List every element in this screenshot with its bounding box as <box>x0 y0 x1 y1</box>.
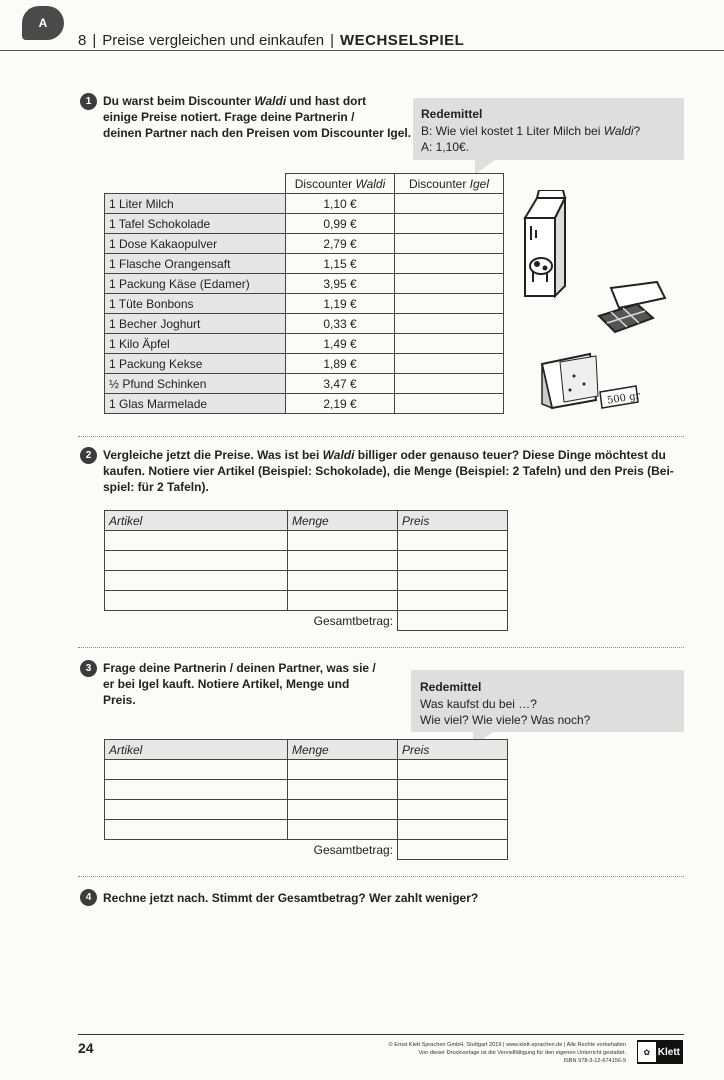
copyright-notice <box>389 1041 626 1065</box>
task-2-line-2: kaufen. Notiere vier Artikel (Beispiel: Schokolade), die Menge (Beispiel: 2 Tafeln) und den Preis (Bei- <box>103 464 674 478</box>
table-row <box>105 274 504 294</box>
col-preis: Preis <box>398 740 508 760</box>
task-3-line-1: Frage deine Partnerin / deinen Partner, was sie / <box>103 661 376 675</box>
header-separator: | <box>92 32 97 49</box>
preis-input[interactable] <box>398 591 508 611</box>
preis-input[interactable] <box>398 780 508 800</box>
shopping-table-2 <box>104 739 508 860</box>
klett-logo <box>637 1040 683 1064</box>
artikel-input[interactable] <box>105 591 288 611</box>
table-row <box>105 374 504 394</box>
artikel-input[interactable] <box>105 551 288 571</box>
waldi-price-cell: 3,47 € <box>286 374 395 394</box>
igel-price-input[interactable] <box>395 214 504 234</box>
task-3-line-2: er bei Igel kauft. Notiere Artikel, Menge und <box>103 677 350 691</box>
task-1-text-italic: Waldi <box>254 94 287 108</box>
col-waldi-a: Discounter <box>294 176 356 191</box>
total-input[interactable] <box>398 840 508 860</box>
chapter-title: Preise vergleichen und einkaufen <box>102 32 325 49</box>
waldi-price-cell: 1,49 € <box>286 334 395 354</box>
waldi-price-cell: 1,15 € <box>286 254 395 274</box>
total-input[interactable] <box>398 611 508 631</box>
igel-price-input[interactable] <box>395 314 504 334</box>
table-row <box>105 194 504 214</box>
task-1-number-label: 1 <box>85 96 92 107</box>
task-2-number-label: 2 <box>85 450 92 461</box>
shopping-table-1-header <box>105 511 508 531</box>
task-2-line-1-b: billiger oder genauso teuer? Diese Dinge möchtest du <box>354 448 666 462</box>
section-title: WECHSELSPIEL <box>339 32 465 49</box>
menge-input[interactable] <box>288 760 398 780</box>
table-row <box>105 531 508 551</box>
table-row <box>105 214 504 234</box>
redemittel-1-title: Redemittel <box>421 107 483 121</box>
task-3-line-3: Preis. <box>103 693 136 707</box>
item-cell: 1 Flasche Orangensaft <box>105 254 286 274</box>
menge-input[interactable] <box>288 551 398 571</box>
task-4-number-label: 4 <box>85 892 92 903</box>
redemittel-1-line-1-a: B: Wie viel kostet 1 Liter Milch bei <box>421 124 604 138</box>
isbn: ISBN 978-3-12-674156-9 <box>563 1058 626 1064</box>
task-4-number <box>80 889 97 906</box>
price-table-corner <box>105 174 286 194</box>
igel-price-input[interactable] <box>395 254 504 274</box>
preis-input[interactable] <box>398 571 508 591</box>
klett-logo-text: Klett <box>657 1046 680 1058</box>
table-row <box>105 780 508 800</box>
igel-price-input[interactable] <box>395 394 504 414</box>
artikel-input[interactable] <box>105 780 288 800</box>
col-preis: Preis <box>398 511 508 531</box>
copyright-line-2: Von dieser Druckvorlage ist die Vervielfältigung für den eigenen Unterricht gestattet. <box>418 1050 626 1056</box>
col-waldi-header <box>286 174 395 194</box>
artikel-input[interactable] <box>105 800 288 820</box>
menge-input[interactable] <box>288 820 398 840</box>
waldi-price-cell: 1,89 € <box>286 354 395 374</box>
redemittel-1-line-1-italic: Waldi <box>603 124 634 138</box>
menge-input[interactable] <box>288 800 398 820</box>
task-1-text-b: und hast dort <box>286 94 367 108</box>
igel-price-input[interactable] <box>395 274 504 294</box>
col-artikel: Artikel <box>105 511 288 531</box>
price-table-header <box>105 174 504 194</box>
page-number: 24 <box>78 1040 94 1056</box>
item-cell: 1 Becher Joghurt <box>105 314 286 334</box>
copyright-line-1: © Ernst Klett Sprachen GmbH, Stuttgart 2019 | www.klett-sprachen.de | Alle Rechte vorbehalten <box>388 1042 626 1048</box>
item-cell: 1 Tüte Bonbons <box>105 294 286 314</box>
task-2-number <box>80 447 97 464</box>
igel-price-input[interactable] <box>395 294 504 314</box>
menge-input[interactable] <box>288 571 398 591</box>
unit-badge-label: A <box>38 16 48 30</box>
task-1-instructions <box>103 93 413 141</box>
task-1-line-3: deinen Partner nach den Preisen vom Discounter Igel. <box>103 126 412 140</box>
table-row <box>105 800 508 820</box>
preis-input[interactable] <box>398 551 508 571</box>
shopping-table-2-header <box>105 740 508 760</box>
waldi-price-cell: 0,33 € <box>286 314 395 334</box>
table-row <box>105 591 508 611</box>
price-table <box>104 173 504 414</box>
table-row <box>105 254 504 274</box>
col-waldi-italic: Waldi <box>355 176 386 191</box>
item-cell: ½ Pfund Schinken <box>105 374 286 394</box>
item-cell: 1 Packung Käse (Edamer) <box>105 274 286 294</box>
table-row <box>105 760 508 780</box>
col-artikel: Artikel <box>105 740 288 760</box>
artikel-input[interactable] <box>105 820 288 840</box>
igel-price-input[interactable] <box>395 234 504 254</box>
task-2-line-1 <box>103 447 683 463</box>
header-separator-2: | <box>330 32 334 49</box>
chapter-number: 8 <box>78 32 87 49</box>
table-row <box>105 334 504 354</box>
artikel-input[interactable] <box>105 531 288 551</box>
redemittel-1-line-1 <box>421 123 676 139</box>
table-row <box>105 234 504 254</box>
task-1-text-a: Du warst beim Discounter <box>103 94 255 108</box>
item-cell: 1 Liter Milch <box>105 194 286 214</box>
col-igel-a: Discounter <box>408 176 470 191</box>
waldi-price-cell: 2,79 € <box>286 234 395 254</box>
unit-badge <box>22 6 64 40</box>
milk-carton-illustration <box>515 190 575 300</box>
cheese-weight-label: 500 gr <box>606 390 642 407</box>
waldi-price-cell: 1,19 € <box>286 294 395 314</box>
redemittel-1-line-1-b: ? <box>633 124 641 138</box>
task-2-line-1-italic: Waldi <box>322 448 355 462</box>
task-3-number-label: 3 <box>85 663 92 674</box>
task-3-instructions <box>103 660 403 708</box>
igel-price-input[interactable] <box>395 334 504 354</box>
waldi-price-cell: 0,99 € <box>286 214 395 234</box>
task-2-line-3: spiel: für 2 Tafeln). <box>103 480 209 494</box>
cheese-illustration <box>540 350 640 414</box>
task-2-instructions <box>103 447 683 495</box>
item-cell: 1 Kilo Äpfel <box>105 334 286 354</box>
redemittel-1-line-2: A: 1,10€. <box>421 140 470 154</box>
total-label: Gesamtbetrag: <box>313 842 393 857</box>
table-row <box>105 354 504 374</box>
col-menge: Menge <box>288 511 398 531</box>
redemittel-2-title: Redemittel <box>420 680 482 694</box>
redemittel-2-line-1: Was kaufst du bei …? <box>420 697 537 711</box>
redemittel-box-1 <box>413 98 684 160</box>
task-1-line-1 <box>103 93 413 109</box>
igel-price-input[interactable] <box>395 374 504 394</box>
menge-input[interactable] <box>288 780 398 800</box>
preis-input[interactable] <box>398 760 508 780</box>
col-menge: Menge <box>288 740 398 760</box>
preis-input[interactable] <box>398 800 508 820</box>
artikel-input[interactable] <box>105 571 288 591</box>
waldi-price-cell: 1,10 € <box>286 194 395 214</box>
footer-rule <box>78 1034 684 1035</box>
artikel-input[interactable] <box>105 760 288 780</box>
chocolate-bar-illustration <box>597 280 669 336</box>
preis-input[interactable] <box>398 531 508 551</box>
redemittel-box-2 <box>411 670 684 732</box>
item-cell: 1 Packung Kekse <box>105 354 286 374</box>
header-rule <box>0 50 724 51</box>
item-cell: 1 Glas Marmelade <box>105 394 286 414</box>
total-row <box>105 611 508 631</box>
preis-input[interactable] <box>398 820 508 840</box>
table-row <box>105 394 504 414</box>
item-cell: 1 Tafel Schokolade <box>105 214 286 234</box>
task-1-number <box>80 93 97 110</box>
igel-price-input[interactable] <box>395 194 504 214</box>
total-label: Gesamtbetrag: <box>313 613 393 628</box>
divider-2 <box>78 647 684 648</box>
shopping-table-1 <box>104 510 508 631</box>
col-igel-italic: Igel <box>469 176 490 191</box>
page-header <box>78 32 464 49</box>
task-4-instructions: Rechne jetzt nach. Stimmt der Gesamtbetrag? Wer zahlt weniger? <box>103 891 479 905</box>
divider-3 <box>78 876 684 877</box>
task-2-line-1-a: Vergleiche jetzt die Preise. Was ist bei <box>103 448 323 462</box>
divider-1 <box>78 436 684 437</box>
menge-input[interactable] <box>288 531 398 551</box>
table-row <box>105 551 508 571</box>
igel-price-input[interactable] <box>395 354 504 374</box>
waldi-price-cell: 2,19 € <box>286 394 395 414</box>
task-3-number <box>80 660 97 677</box>
table-row <box>105 294 504 314</box>
task-1-line-2: einige Preise notiert. Frage deine Partnerin / <box>103 110 355 124</box>
redemittel-2-line-2: Wie viel? Wie viele? Was noch? <box>420 713 591 727</box>
item-cell: 1 Dose Kakaopulver <box>105 234 286 254</box>
klett-logo-icon: ✿ <box>638 1042 656 1062</box>
table-row <box>105 571 508 591</box>
total-row <box>105 840 508 860</box>
table-row <box>105 820 508 840</box>
table-row <box>105 314 504 334</box>
col-igel-header <box>395 174 504 194</box>
waldi-price-cell: 3,95 € <box>286 274 395 294</box>
menge-input[interactable] <box>288 591 398 611</box>
